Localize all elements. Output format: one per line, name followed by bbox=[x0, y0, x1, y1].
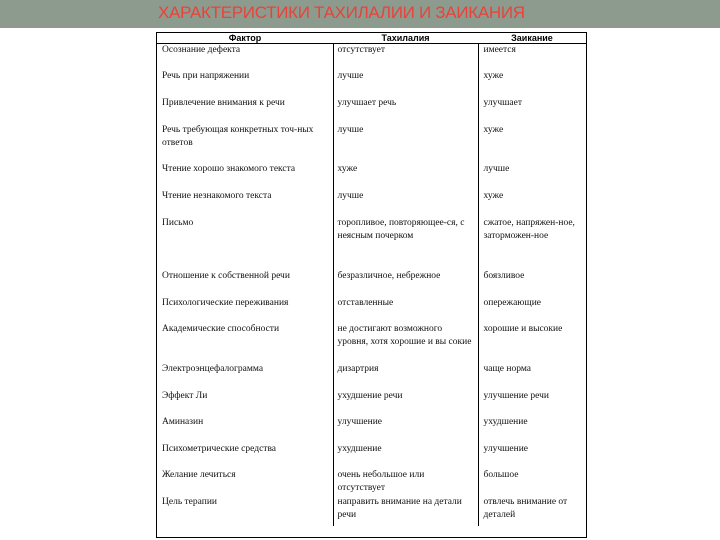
stuttering-cell: улучшение bbox=[483, 443, 529, 454]
stuttering-cell: опережающие bbox=[483, 297, 542, 308]
tachylalia-cell: хуже bbox=[333, 163, 478, 190]
stuttering-cell: боязливое bbox=[483, 270, 525, 281]
factor-cell: Цель терапии bbox=[157, 496, 333, 526]
stuttering-cell: большое bbox=[483, 469, 519, 480]
factor-cell: Чтение хорошо знакомого текста bbox=[157, 163, 333, 190]
table-row bbox=[157, 163, 586, 190]
tachylalia-cell: улучшение bbox=[333, 416, 478, 443]
table-row bbox=[157, 390, 586, 416]
table-row bbox=[157, 297, 586, 323]
factor-cell: Привлечение внимания к речи bbox=[157, 97, 333, 124]
tachylalia-cell: лучше bbox=[333, 190, 478, 217]
table-row bbox=[157, 416, 586, 443]
tachylalia-cell: очень небольшое или отсутствует bbox=[333, 469, 478, 496]
table-row bbox=[157, 97, 586, 124]
factor-cell: Осознание дефекта bbox=[157, 44, 333, 70]
table-row bbox=[157, 190, 586, 217]
comparison-table bbox=[156, 32, 587, 538]
table-row bbox=[157, 496, 586, 526]
tachylalia-cell: ухудшение речи bbox=[333, 390, 478, 416]
table bbox=[157, 33, 586, 526]
stuttering-cell: хуже bbox=[483, 124, 504, 135]
tachylalia-cell: направить внимание на детали речи bbox=[333, 496, 478, 526]
header-tachylalia: Тахилалия bbox=[333, 33, 478, 44]
factor-cell: Письмо bbox=[157, 217, 333, 270]
header-factor: Фактор bbox=[157, 33, 333, 44]
tachylalia-cell: отставленные bbox=[333, 297, 478, 323]
header-stuttering: Заикание bbox=[478, 33, 586, 44]
stuttering-cell: ухудшение bbox=[483, 416, 528, 427]
table-row bbox=[157, 469, 586, 496]
factor-cell: Речь требующая конкретных точ-ных ответов bbox=[157, 124, 333, 163]
factor-cell: Отношение к собственной речи bbox=[157, 270, 333, 297]
factor-cell: Эффект Ли bbox=[157, 390, 333, 416]
stuttering-cell: имеется bbox=[483, 45, 516, 55]
tachylalia-cell: ухудшение bbox=[333, 443, 478, 469]
tachylalia-cell: не достигают возможного уровня, хотя хорошие и вы сокие bbox=[333, 323, 478, 363]
factor-cell: Психологические переживания bbox=[157, 297, 333, 323]
tachylalia-cell: отсутствует bbox=[333, 44, 478, 70]
factor-cell: Чтение незнакомого текста bbox=[157, 190, 333, 217]
table-row bbox=[157, 323, 586, 363]
stuttering-cell: хорошие и высокие bbox=[483, 323, 563, 334]
stuttering-cell: сжатое, напряжен-ное, заторможен-ное bbox=[483, 217, 575, 241]
factor-cell: Электроэнцефалограмма bbox=[157, 363, 333, 390]
stuttering-cell: улучшение речи bbox=[483, 390, 549, 401]
table-row bbox=[157, 124, 586, 163]
factor-cell: Желание лечиться bbox=[157, 469, 333, 496]
stuttering-cell: лучше bbox=[483, 163, 510, 174]
table-row bbox=[157, 363, 586, 390]
table-row bbox=[157, 217, 586, 270]
tachylalia-cell: лучше bbox=[333, 124, 478, 163]
factor-cell: Речь при напряжении bbox=[157, 70, 333, 97]
tachylalia-cell: лучше bbox=[333, 70, 478, 97]
tachylalia-cell: торопливое, повторяющее-ся, с неясным почерком bbox=[333, 217, 478, 270]
stuttering-cell: хуже bbox=[483, 190, 504, 201]
header-row bbox=[157, 33, 586, 44]
factor-cell: Психометрические средства bbox=[157, 443, 333, 469]
factor-cell: Аминазин bbox=[157, 416, 333, 443]
stuttering-cell: чаще норма bbox=[483, 363, 532, 374]
table-row bbox=[157, 70, 586, 97]
table-row bbox=[157, 443, 586, 469]
table-row bbox=[157, 44, 586, 70]
tachylalia-cell: дизартрия bbox=[333, 363, 478, 390]
factor-cell: Академические способности bbox=[157, 323, 333, 363]
table-row bbox=[157, 270, 586, 297]
tachylalia-cell: безразличное, небрежное bbox=[333, 270, 478, 297]
stuttering-cell: улучшает bbox=[483, 97, 523, 108]
stuttering-cell: хуже bbox=[483, 70, 504, 81]
tachylalia-cell: улучшает речь bbox=[333, 97, 478, 124]
stuttering-cell: отвлечь внимание от деталей bbox=[483, 496, 568, 520]
slide-title: ХАРАКТЕРИСТИКИ ТАХИЛАЛИИ И ЗАИКАНИЯ bbox=[158, 3, 525, 22]
